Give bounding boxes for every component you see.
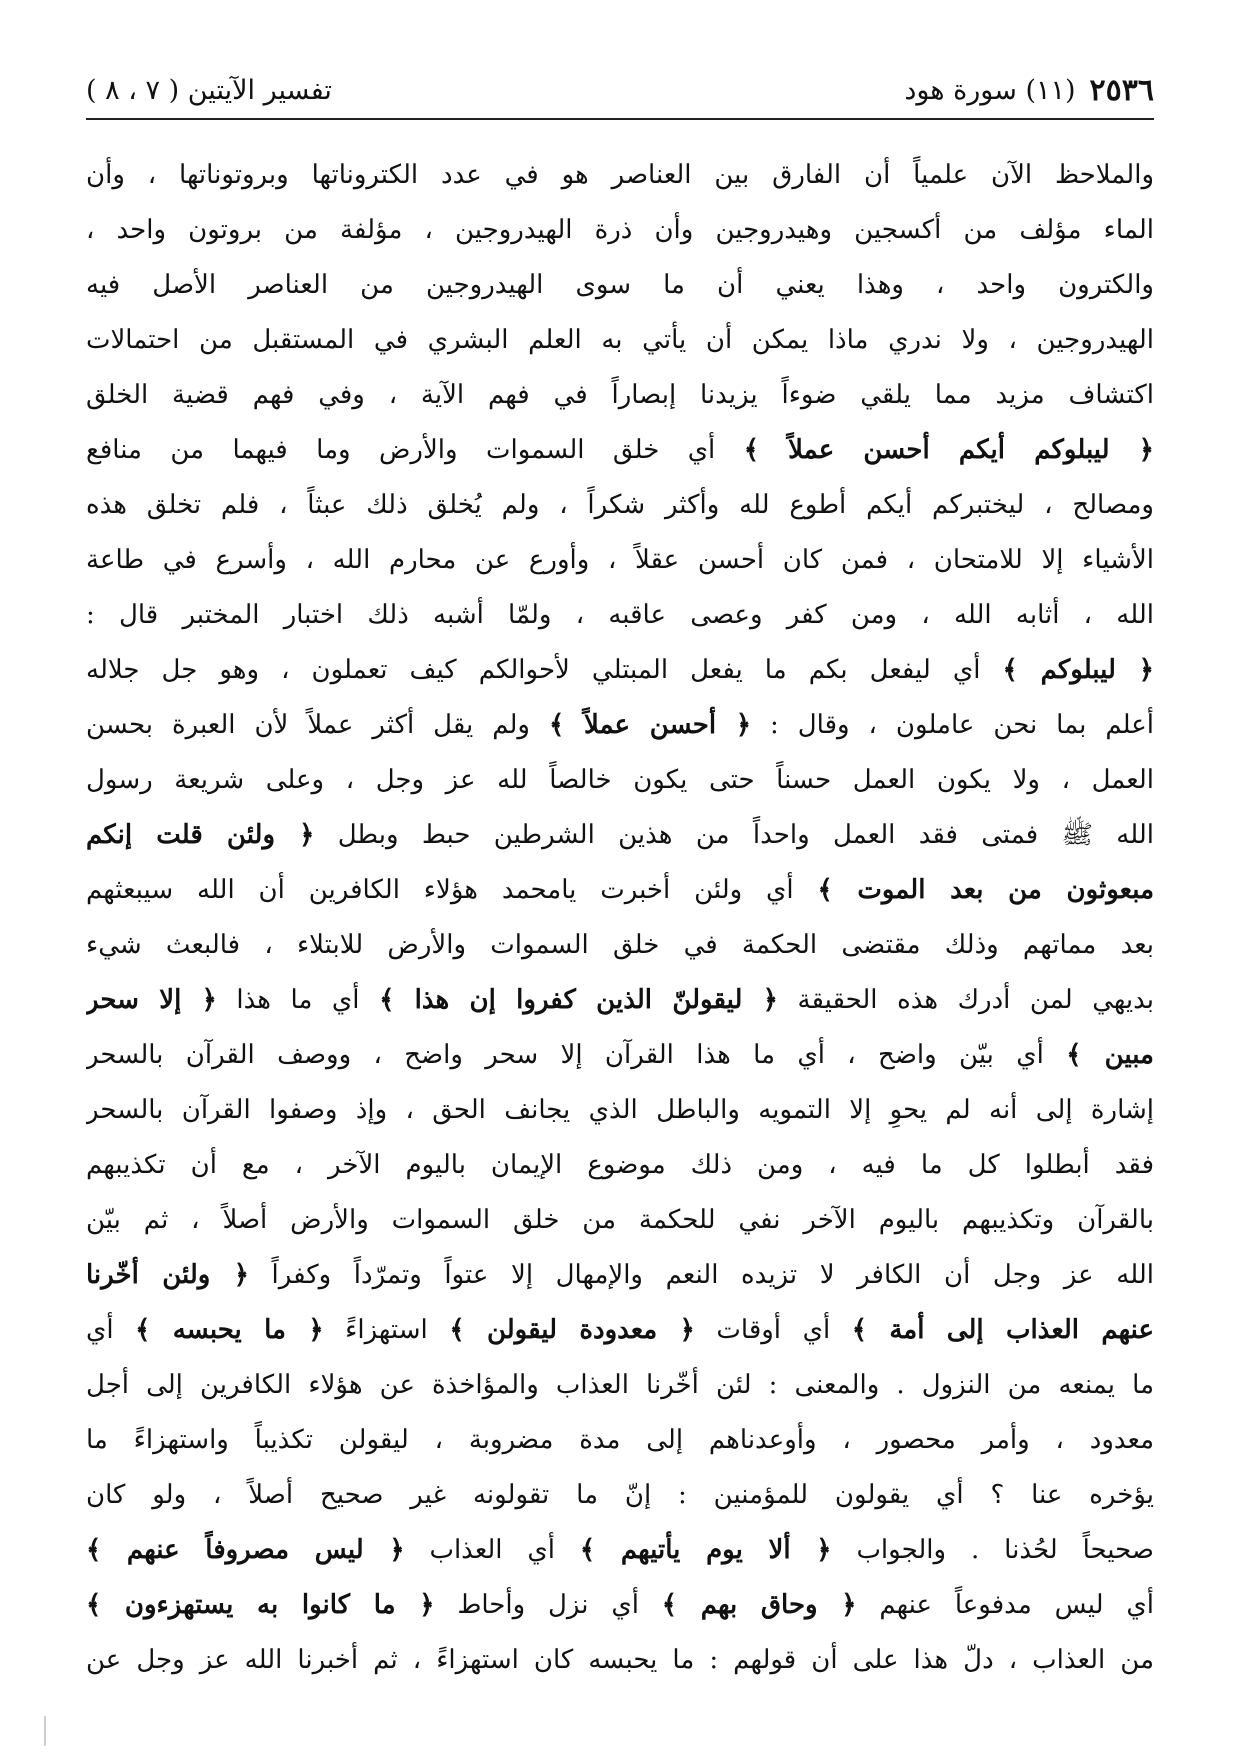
commentary-text: أي ما هذا [216, 985, 380, 1015]
commentary-text: من العذاب ، دلّ هذا على أن قولهم : ما يحبسه كان استهزاءً ، ثم أخبرنا الله عز وجل عن [86, 1645, 1154, 1675]
quranic-text: ﴿ أحسن عملاً ﴾ [548, 710, 752, 740]
text-line [86, 1138, 1154, 1193]
commentary-text: صحيحاً لحُذنا . والجواب [831, 1535, 1154, 1565]
text-line [86, 423, 1154, 478]
commentary-text: استهزاءً [323, 1315, 450, 1345]
commentary-text: ومصالح ، ليختبركم أيكم أطوع لله وأكثر شكراً ، ولم يُخلق ذلك عبثاً ، فلم تخلق هذه [86, 490, 1154, 520]
commentary-text: والملاحظ الآن علمياً أن الفارق بين العناصر هو في عدد الكتروناتها وبروتوناتها ، وأن [86, 160, 1154, 190]
text-line [86, 313, 1154, 368]
quranic-text: ﴿ إلا سحر [86, 985, 217, 1015]
text-line [86, 1028, 1154, 1083]
quranic-text: ﴿ ليس مصروفاً عنهم ﴾ [86, 1535, 405, 1565]
commentary-text: أي نزل وأحاط [434, 1590, 662, 1620]
commentary-text: بديهي لمن أدرك هذه الحقيقة [777, 985, 1154, 1015]
commentary-text: أي العذاب [404, 1535, 580, 1565]
text-line [86, 1413, 1154, 1468]
text-line [86, 808, 1154, 863]
quranic-text: ﴿ ليبلوكم ﴾ [1002, 655, 1154, 685]
text-line [86, 698, 1154, 753]
commentary-text: أي ولئن أخبرت يامحمد هؤلاء الكافرين أن الله سيبعثهم [86, 875, 818, 905]
header-right [904, 73, 1154, 108]
text-line [86, 1468, 1154, 1523]
commentary-text: والكترون واحد ، وهذا يعني أن ما سوى الهيدروجين من العناصر الأصل فيه [86, 270, 1154, 300]
text-line [86, 1523, 1154, 1578]
surah-title: (١١) سورة هود [904, 74, 1076, 106]
commentary-text: معدود ، وأمر محصور ، وأوعدناهم إلى مدة مضروبة ، ليقولن تكذيباً واستهزاءً ما [86, 1425, 1154, 1455]
text-line [86, 1358, 1154, 1413]
commentary-text: الله ﷺ فمتى فقد العمل واحداً من هذين الشرطين حبط وبطل [314, 820, 1154, 850]
text-line [86, 973, 1154, 1028]
commentary-text: أي ليس مدفوعاً عنهم [856, 1590, 1154, 1620]
page-header [86, 70, 1154, 110]
commentary-text: فقد أبطلوا كل ما فيه ، ومن ذلك موضوع الإيمان باليوم الآخر ، مع أن تكذيبهم [86, 1150, 1154, 1180]
commentary-text: أي بيّن واضح ، أي ما هذا القرآن إلا سحر واضح ، ووصف القرآن بالسحر [86, 1040, 1067, 1070]
text-line [86, 1193, 1154, 1248]
commentary-text: أي أوقات [694, 1315, 852, 1345]
commentary-text: يؤخره عنا ؟ أي يقولون للمؤمنين : إنّ ما تقولونه غير صحيح أصلاً ، ولو كان [86, 1480, 1154, 1510]
quranic-text: مبين ﴾ [1066, 1040, 1154, 1070]
scan-edge-mark [44, 1716, 46, 1746]
commentary-text: أعلم بما نحن عاملون ، وقال : [751, 710, 1154, 740]
quranic-text: ﴿ ما كانوا به يستهزءون ﴾ [86, 1590, 435, 1620]
commentary-text: الله عز وجل أن الكافر لا تزيده النعم والإمهال إلا عتواً وتمرّداً وكفراً [248, 1260, 1154, 1290]
commentary-text: الله ، أثابه الله ، ومن كفر وعصى عاقبه ، ولمّا أشبه ذلك اختبار المختبر قال : [86, 600, 1154, 630]
commentary-text: اكتشاف مزيد مما يلقي ضوءاً يزيدنا إبصاراً في فهم الآية ، وفي فهم قضية الخلق [86, 380, 1154, 410]
text-line [86, 643, 1154, 698]
commentary-text: الأشياء إلا للامتحان ، فمن كان أحسن عقلاً ، وأورع عن محارم الله ، وأسرع في طاعة [86, 545, 1154, 575]
text-line [86, 478, 1154, 533]
text-line [86, 148, 1154, 203]
commentary-text: ولم يقل أكثر عملاً لأن العبرة بحسن [86, 710, 549, 740]
text-line [86, 203, 1154, 258]
quranic-text: ﴿ ليقولنّ الذين كفروا إن هذا ﴾ [379, 985, 778, 1015]
quranic-text: مبعوثون من بعد الموت ﴾ [817, 875, 1154, 905]
commentary-text: أي خلق السموات والأرض وما فيهما من منافع [86, 435, 744, 465]
commentary-text: بالقرآن وتكذيبهم باليوم الآخر نفي للحكمة من خلق السموات والأرض أصلاً ، ثم بيّن [86, 1205, 1154, 1235]
quranic-text: عنهم العذاب إلى أمة ﴾ [851, 1315, 1154, 1345]
quranic-text: ﴿ وحاق بهم ﴾ [661, 1590, 857, 1620]
text-line [86, 863, 1154, 918]
text-line [86, 368, 1154, 423]
commentary-text: بعد مماتهم وذلك مقتضى الحكمة في خلق السموات والأرض للابتلاء ، فالبعث شيء [86, 930, 1154, 960]
text-line [86, 753, 1154, 808]
quranic-text: ﴿ ولئن أخّرنا [86, 1260, 249, 1290]
header-divider [86, 118, 1154, 120]
text-line [86, 1633, 1154, 1688]
text-line [86, 1248, 1154, 1303]
commentary-text: أي [86, 1315, 136, 1345]
text-line [86, 918, 1154, 973]
commentary-text: الهيدروجين ، ولا ندري ماذا يمكن أن يأتي به العلم البشري في المستقبل من احتمالات [86, 325, 1154, 355]
quranic-text: ﴿ ما يحبسه ﴾ [135, 1315, 324, 1345]
quranic-text: ﴿ ولئن قلت إنكم [86, 820, 315, 850]
quranic-text: ﴿ ليبلوكم أيكم أحسن عملاً ﴾ [743, 435, 1154, 465]
quranic-text: ﴿ معدودة ليقولن ﴾ [449, 1315, 695, 1345]
commentary-text: الماء مؤلف من أكسجين وهيدروجين وأن ذرة الهيدروجين ، مؤلفة من بروتون واحد ، [86, 215, 1154, 245]
text-line [86, 258, 1154, 313]
commentary-text: إشارة إلى أنه لم يحوِ إلا التمويه والباطل الذي يجانف الحق ، وإذ وصفوا القرآن بالسحر [86, 1095, 1154, 1125]
text-line [86, 1303, 1154, 1358]
text-line [86, 1578, 1154, 1633]
text-line [86, 533, 1154, 588]
body-text [86, 148, 1154, 1688]
commentary-text: العمل ، ولا يكون العمل حسناً حتى يكون خالصاً لله عز وجل ، وعلى شريعة رسول [86, 765, 1154, 795]
section-title: تفسير الآيتين ( ٧ ، ٨ ) [86, 74, 332, 106]
commentary-text: أي ليفعل بكم ما يفعل المبتلي لأحوالكم كيف تعملون ، وهو جل جلاله [86, 655, 1003, 685]
text-line [86, 1083, 1154, 1138]
page-number: ٢٥٣٦ [1089, 72, 1154, 108]
text-line [86, 588, 1154, 643]
quranic-text: ﴿ ألا يوم يأتيهم ﴾ [579, 1535, 832, 1565]
commentary-text: ما يمنعه من النزول . والمعنى : لئن أخّرنا العذاب والمؤاخذة عن هؤلاء الكافرين إلى أجل [86, 1370, 1154, 1400]
